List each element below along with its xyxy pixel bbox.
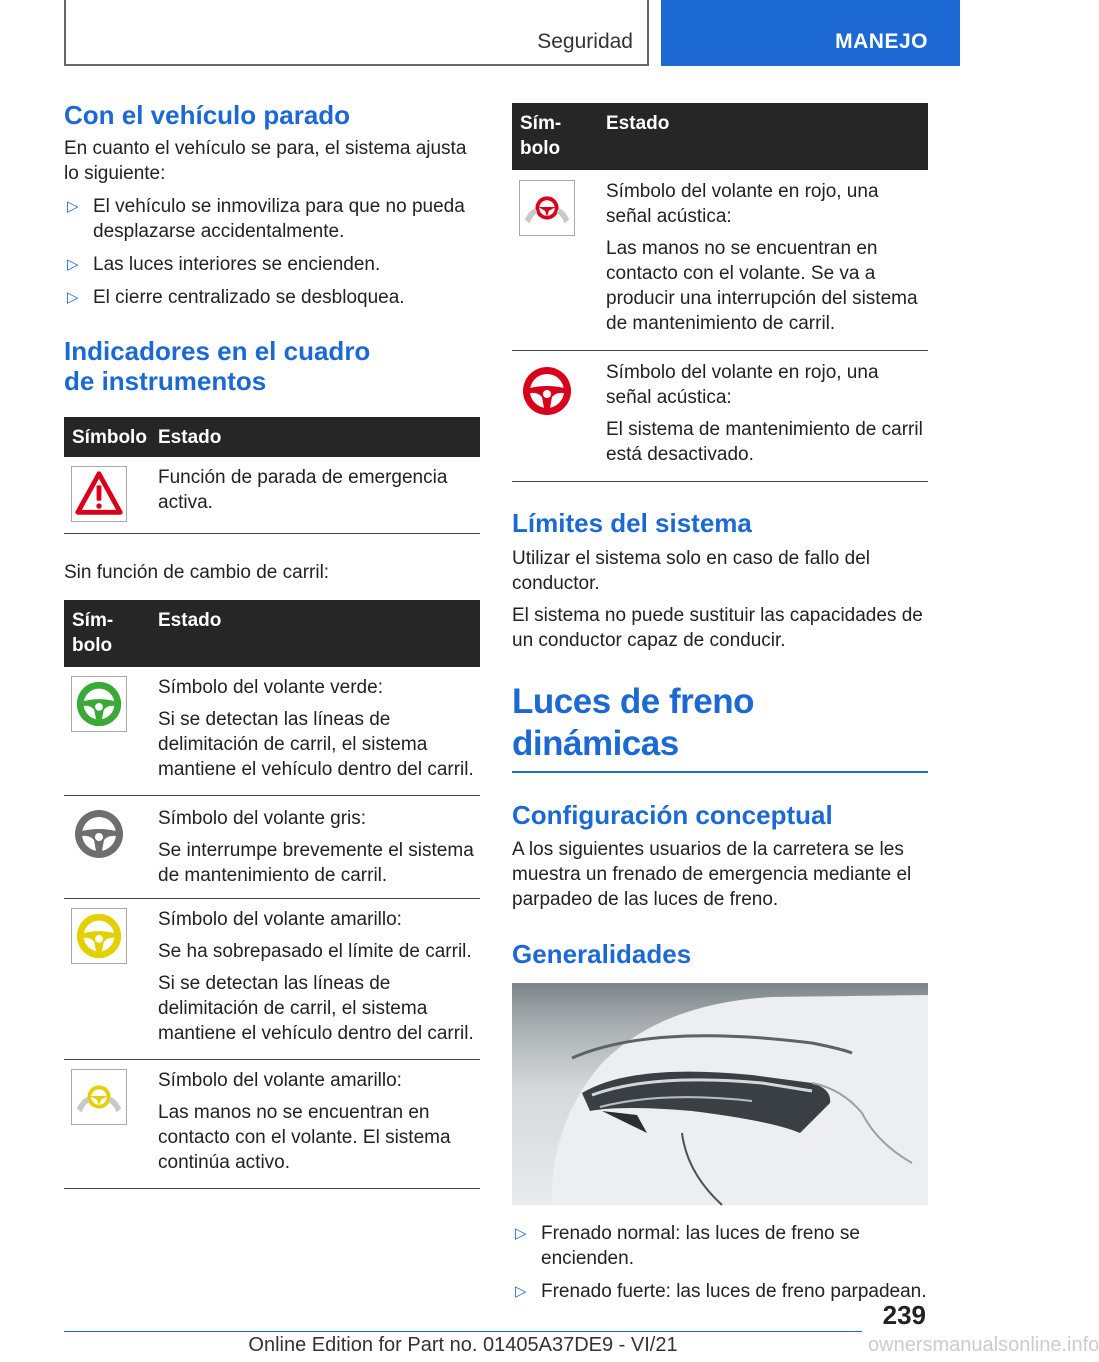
heading-generalidades: Generalidades [512, 939, 692, 969]
column-header-symbol: Sím- bolo [64, 600, 150, 667]
footer-edition: Online Edition for Part no. 01405A37DE9 - VI/21 [248, 1334, 678, 1356]
parado-list [64, 194, 480, 310]
list-item: ▷ El vehículo se inmoviliza para que no pueda desplazarse accidentalmente. [67, 196, 465, 242]
page-number: 239 [882, 1300, 926, 1330]
triangle-bullet-icon: ▷ [67, 256, 79, 273]
parado-intro: En cuanto el vehículo se para, el sistema ajusta lo siguiente: [64, 138, 467, 184]
heading-configuracion-conceptual: Configuración conceptual [512, 800, 833, 830]
triangle-bullet-icon: ▷ [515, 1225, 527, 1242]
triangle-bullet-icon: ▷ [515, 1283, 527, 1300]
indicator-table-1 [64, 417, 480, 534]
limites-paragraph-1: Utilizar el sistema solo en caso de fallo del conductor. [512, 548, 871, 594]
hands-on-wheel-red-icon [519, 180, 575, 236]
column-header-state: Estado [150, 600, 480, 667]
column-header-state: Estado [598, 103, 928, 170]
header-section-box [64, 0, 649, 66]
heading-luces-freno-dinamicas: Luces de freno dinámicas [512, 682, 754, 763]
heading-indicadores: Indicadores en el cuadro de instrumentos [64, 336, 371, 396]
table-row: Símbolo del volante verde: Si se detectan las líneas de delimitación de carril, el sistema mantiene el vehículo dentro del carril. [64, 667, 480, 796]
footer-watermark: ownersmanualsonline.info [868, 1334, 1099, 1356]
indicator-table-2 [64, 600, 480, 1189]
triangle-bullet-icon: ▷ [67, 198, 79, 215]
warning-triangle-icon [71, 466, 127, 522]
hands-on-wheel-yellow-icon [71, 1069, 127, 1125]
right-column [512, 103, 928, 1304]
header-section-title: Seguridad [537, 30, 633, 53]
heading-con-vehiculo-parado: Con el vehículo parado [64, 100, 351, 130]
steering-wheel-red-icon [519, 363, 575, 419]
footer-divider [64, 1331, 862, 1332]
generalidades-list [512, 1221, 928, 1304]
left-column [64, 100, 480, 1189]
list-item: ▷ El cierre centralizado se desbloquea. [67, 287, 405, 308]
table-row: Función de parada de emergencia activa. [64, 457, 480, 534]
header-chapter-label: MANEJO [835, 30, 928, 53]
table-row: Símbolo del volante amarillo: Se ha sobrepasado el límite de carril. Si se detectan las líneas de delimitación de carril, el sistema mantiene el vehículo dentro del carril. [64, 899, 480, 1060]
limites-paragraph-2: El sistema no puede sustituir las capacidades de un conductor capaz de conducir. [512, 605, 923, 651]
header-chapter-tab[interactable] [661, 0, 960, 66]
steering-wheel-green-icon [71, 676, 127, 732]
table-row: Símbolo del volante en rojo, una señal acústica: Las manos no se encuentran en contacto con el volante. Se va a producir una interrupción del sistema de mantenimiento de carril. [512, 170, 928, 351]
sin-funcion-label: Sin función de cambio de carril: [64, 562, 330, 583]
triangle-bullet-icon: ▷ [67, 289, 79, 306]
steering-wheel-yellow-icon [71, 908, 127, 964]
column-header-symbol: Símbolo [64, 417, 156, 457]
table-row: Símbolo del volante en rojo, una señal acústica: El sistema de mantenimiento de carril está desactivado. [512, 351, 928, 482]
list-item: ▷ Frenado fuerte: las luces de freno parpadean. [515, 1281, 927, 1302]
indicator-table-3 [512, 103, 928, 482]
heading-underline [512, 771, 928, 773]
table-row: Símbolo del volante gris: Se interrumpe brevemente el sistema de mantenimiento de carril. [64, 796, 480, 899]
heading-limites-sistema: Límites del sistema [512, 508, 752, 538]
list-item: ▷ Frenado normal: las luces de freno se encienden. [515, 1223, 860, 1269]
steering-wheel-gray-icon [71, 806, 127, 862]
column-header-state: Estado [156, 417, 480, 457]
list-item: ▷ Las luces interiores se encienden. [67, 254, 381, 275]
car-rear-light-image [512, 983, 928, 1205]
car-taillight-illustration [512, 983, 928, 1205]
table-row: Símbolo del volante amarillo: Las manos no se encuentran en contacto con el volante. El sistema continúa activo. [64, 1060, 480, 1189]
config-paragraph: A los siguientes usuarios de la carretera se les muestra un frenado de emergencia mediante el parpadeo de las luces de freno. [512, 839, 912, 910]
column-header-symbol: Sím- bolo [512, 103, 598, 170]
